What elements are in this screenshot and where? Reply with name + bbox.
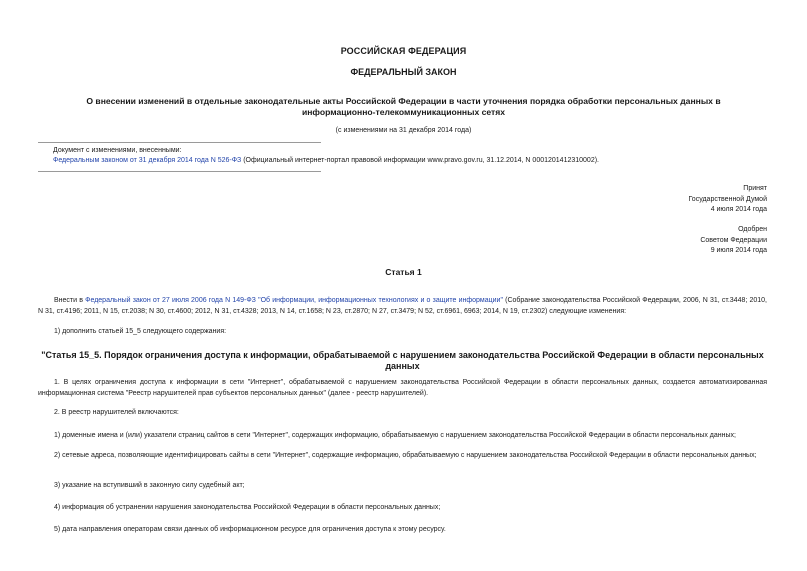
article-intro-prefix: Внести в [54, 297, 86, 304]
law-title [40, 96, 767, 118]
law-title-line2: информационно-телекоммуникационных сетях [301, 107, 506, 117]
section-paragraph-5: 3) указание на вступивший в законную силу судебный акт; [54, 482, 245, 489]
approved-line2: Советом Федерации [700, 236, 767, 244]
section-title: "Статья 15_5. Порядок ограничения доступа к информации, обрабатываемой с нарушением законодательства Российской Федерации в области персональных данных [41, 350, 764, 371]
section-paragraph-3: 1) доменные имена и (или) указатели страниц сайтов в сети "Интернет", содержащих информацию, обрабатываемую с нарушением законодательства Российской Федерации в области персональных данных; [54, 432, 736, 439]
adopted-block [688, 184, 767, 216]
revision-note: (с изменениями на 31 декабря 2014 года) [335, 127, 472, 134]
adopted-line1: Принят [743, 185, 767, 192]
article-intro-suffix: (Собрание законодательства Российской Федерации, 2006, N 31, ст.3448; 2010, N 31, ст.4196; 2011, N 15, ст.2038; N 30, ст.4600; 2012, N 31, ст.4328; 2013, N 14, ст.1658; N 23, ст.2870; N 27, ст.3479; N 52, ст.6961, 6963; 2014, N 19, ст.2302) следующие изменения: [38, 297, 767, 315]
adopted-line3: 4 июля 2014 года [710, 206, 767, 213]
section-paragraph-4: 2) сетевые адреса, позволяющие идентифицировать сайты в сети "Интернет", содержащие информацию, обрабатываемую с нарушением законодательства Российской Федерации в области персональных данных; [54, 452, 757, 459]
section-paragraph-6: 4) информация об устранении нарушения законодательства Российской Федерации в области персональных данных; [54, 504, 441, 511]
article-item1: 1) дополнить статьей 15_5 следующего содержания: [54, 328, 227, 335]
approved-line3: 9 июля 2014 года [710, 247, 767, 254]
adopted-line2: Государственной Думой [688, 195, 767, 203]
approved-block [700, 225, 767, 257]
section-paragraph-2: 2. В реестр нарушителей включаются: [54, 409, 179, 416]
article-title: Статья 1 [385, 267, 422, 277]
divider-top [38, 142, 321, 143]
divider-bottom [38, 171, 321, 172]
doc-note-tail: (Официальный интернет-портал правовой информации www.pravo.gov.ru, 31.12.2014, N 0001201412310002). [241, 157, 599, 164]
law-title-line1: О внесении изменений в отдельные законодательные акты Российской Федерации в части уточнения порядка обработки персональных данных в [86, 96, 721, 106]
section-paragraph-7: 5) дата направления операторам связи данных об информационном ресурсе для ограничения доступа к этому ресурсу. [54, 526, 446, 533]
federation-heading: РОССИЙСКАЯ ФЕДЕРАЦИЯ [340, 46, 467, 56]
amending-law-link[interactable]: Федеральным законом от 31 декабря 2014 года N 526-ФЗ [53, 157, 242, 164]
article-intro [38, 296, 767, 317]
section-paragraph-1: 1. В целях ограничения доступа к информации в сети "Интернет", обрабатываемой с нарушением законодательства Российской Федерации в области персональных данных, создается автоматизированная информационная система "Реестр нарушителей прав субъектов персональных данных" (далее - реестр нарушителей). [38, 379, 767, 397]
doc-note-line2 [53, 156, 599, 166]
base-law-link[interactable]: Федеральный закон от 27 июля 2006 года N 149-ФЗ "Об информации, информационных технологиях и о защите информации" [85, 297, 503, 304]
law-type-heading: ФЕДЕРАЛЬНЫЙ ЗАКОН [350, 67, 457, 77]
approved-line1: Одобрен [738, 226, 767, 233]
doc-note-line1: Документ с изменениями, внесенными: [53, 147, 182, 154]
